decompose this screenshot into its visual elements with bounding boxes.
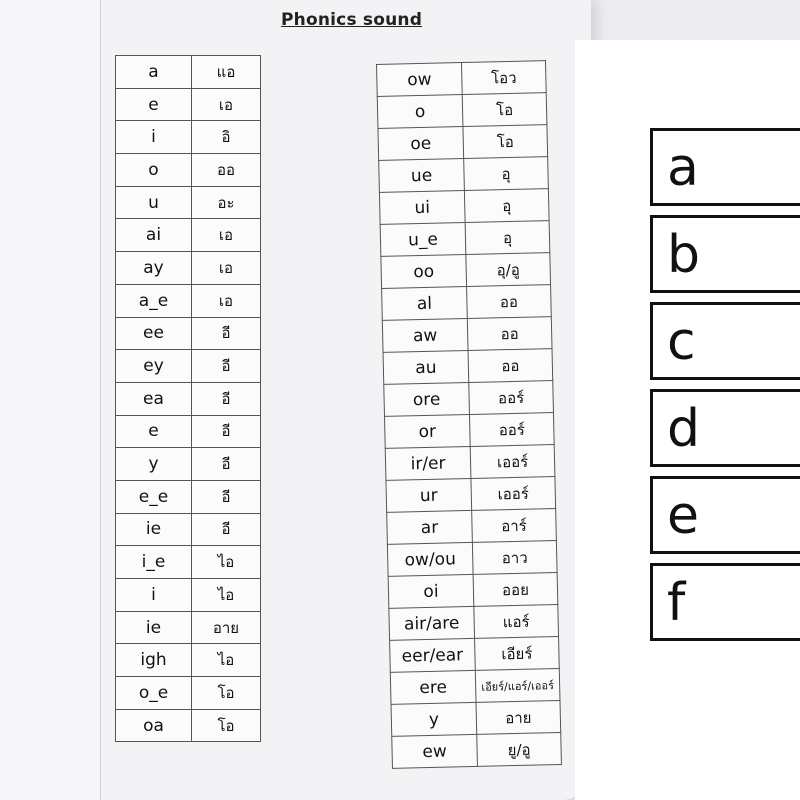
table-row	[116, 611, 261, 644]
english-spelling-cell: u	[116, 186, 192, 219]
table-row	[384, 413, 554, 449]
table-row	[116, 382, 261, 415]
english-spelling-cell: au	[383, 350, 469, 384]
thai-sound-cell: แอร์	[474, 605, 559, 639]
thai-sound-cell: อาว	[472, 541, 557, 575]
table-row	[379, 157, 549, 193]
table-row	[384, 381, 554, 417]
table-row	[116, 186, 261, 219]
thai-sound-cell: ออ	[468, 349, 553, 383]
thai-sound-cell: อาย	[192, 611, 261, 644]
table-row	[377, 61, 547, 97]
english-spelling-cell: oa	[116, 709, 192, 742]
table-row	[116, 546, 261, 579]
thai-sound-cell: อิ	[192, 121, 261, 154]
english-spelling-cell: al	[382, 287, 468, 321]
thai-sound-cell: โอ	[192, 677, 261, 710]
english-spelling-cell: oe	[378, 127, 464, 161]
english-spelling-cell: igh	[116, 644, 192, 677]
thai-sound-cell: เอ	[192, 219, 261, 252]
thai-sound-cell: เอ	[192, 88, 261, 121]
table-row	[116, 415, 261, 448]
english-spelling-cell: u_e	[380, 223, 466, 257]
thai-sound-cell: อะ	[192, 186, 261, 219]
english-spelling-cell: o	[377, 95, 463, 129]
english-spelling-cell: ar	[387, 510, 473, 544]
english-spelling-cell: oo	[381, 255, 467, 289]
english-spelling-cell: eer/ear	[390, 638, 476, 672]
thai-sound-cell: ไอ	[192, 644, 261, 677]
table-row	[390, 668, 560, 704]
english-spelling-cell: o_e	[116, 677, 192, 710]
table-row	[389, 605, 559, 641]
table-row	[380, 221, 550, 257]
thai-sound-cell: ออร์	[469, 381, 554, 415]
english-spelling-cell: ay	[116, 252, 192, 285]
english-spelling-cell: a_e	[116, 284, 192, 317]
thai-sound-cell: โอ	[463, 125, 548, 159]
table-row	[116, 579, 261, 612]
english-spelling-cell: aw	[382, 318, 468, 352]
thai-sound-cell: อี	[192, 480, 261, 513]
thai-sound-cell: อุ	[464, 189, 549, 223]
english-spelling-cell: oi	[388, 574, 474, 608]
thai-sound-cell: อี	[192, 317, 261, 350]
table-row	[116, 317, 261, 350]
table-row	[116, 219, 261, 252]
table-row	[116, 644, 261, 677]
english-spelling-cell: i_e	[116, 546, 192, 579]
thai-sound-cell: เอียร์/แอร์/เออร์	[475, 668, 560, 702]
english-spelling-cell: ie	[116, 513, 192, 546]
table-row	[381, 253, 551, 289]
thai-sound-cell: เอ	[192, 284, 261, 317]
english-spelling-cell: ey	[116, 350, 192, 383]
english-spelling-cell: ere	[390, 670, 476, 704]
english-spelling-cell: ie	[116, 611, 192, 644]
table-row	[116, 284, 261, 317]
thai-sound-cell: อี	[192, 448, 261, 481]
table-row	[377, 93, 547, 129]
english-spelling-cell: ow	[377, 63, 463, 97]
thai-sound-cell: อุ	[464, 157, 549, 191]
letter-card: a	[650, 128, 800, 206]
english-spelling-cell: i	[116, 579, 192, 612]
english-spelling-cell: y	[391, 702, 477, 736]
table-row	[392, 732, 562, 768]
thai-sound-cell: ไอ	[192, 579, 261, 612]
table-row	[388, 573, 558, 609]
english-spelling-cell: ore	[384, 382, 470, 416]
english-spelling-cell: e_e	[116, 480, 192, 513]
phonics-table-right	[376, 60, 562, 769]
english-spelling-cell: i	[116, 121, 192, 154]
thai-sound-cell: ออ	[192, 154, 261, 187]
letter-card: b	[650, 215, 800, 293]
thai-sound-cell: โอ	[462, 93, 547, 127]
english-spelling-cell: ow/ou	[387, 542, 473, 576]
thai-sound-cell: เอียร์	[475, 637, 560, 671]
table-row	[116, 154, 261, 187]
table-row	[116, 121, 261, 154]
english-spelling-cell: ur	[386, 478, 472, 512]
english-spelling-cell: o	[116, 154, 192, 187]
table-row	[382, 285, 552, 321]
thai-sound-cell: ออย	[473, 573, 558, 607]
letter-card: d	[650, 389, 800, 467]
table-row	[386, 477, 556, 513]
english-spelling-cell: ue	[379, 159, 465, 193]
page-title: Phonics sound	[281, 10, 423, 30]
table-row	[387, 509, 557, 545]
phonics-table-left	[115, 55, 261, 742]
letter-card: e	[650, 476, 800, 554]
thai-sound-cell: อาร์	[472, 509, 557, 543]
thai-sound-cell: อี	[192, 513, 261, 546]
thai-sound-cell: แอ	[192, 56, 261, 89]
thai-sound-cell: ออร์	[469, 413, 554, 447]
table-row	[391, 700, 561, 736]
thai-sound-cell: โอ	[192, 709, 261, 742]
table-row	[116, 56, 261, 89]
english-spelling-cell: e	[116, 88, 192, 121]
table-row	[116, 350, 261, 383]
table-row	[116, 252, 261, 285]
table-row	[385, 445, 555, 481]
table-row	[382, 317, 552, 353]
english-spelling-cell: y	[116, 448, 192, 481]
english-spelling-cell: ew	[392, 734, 478, 768]
table-row	[116, 448, 261, 481]
table-row	[379, 189, 549, 225]
table-row	[383, 349, 553, 385]
thai-sound-cell: อี	[192, 415, 261, 448]
table-row	[116, 709, 261, 742]
thai-sound-cell: โอว	[461, 61, 546, 95]
letter-card: f	[650, 563, 800, 641]
table-row	[116, 513, 261, 546]
thai-sound-cell: เออร์	[470, 445, 555, 479]
table-row	[116, 88, 261, 121]
english-spelling-cell: a	[116, 56, 192, 89]
thai-sound-cell: อาย	[476, 700, 561, 734]
table-row	[387, 541, 557, 577]
thai-sound-cell: ออ	[467, 285, 552, 319]
thai-sound-cell: อี	[192, 350, 261, 383]
table-row	[116, 677, 261, 710]
thai-sound-cell: ไอ	[192, 546, 261, 579]
thai-sound-cell: ยู/อู	[477, 732, 562, 766]
table-row	[390, 637, 560, 673]
english-spelling-cell: ir/er	[385, 446, 471, 480]
thai-sound-cell: เอ	[192, 252, 261, 285]
table-row	[378, 125, 548, 161]
english-spelling-cell: ai	[116, 219, 192, 252]
thai-sound-cell: อุ	[465, 221, 550, 255]
thai-sound-cell: ออ	[467, 317, 552, 351]
thai-sound-cell: เออร์	[471, 477, 556, 511]
table-row	[116, 480, 261, 513]
english-spelling-cell: or	[384, 414, 470, 448]
english-spelling-cell: ea	[116, 382, 192, 415]
english-spelling-cell: ui	[379, 191, 465, 225]
english-spelling-cell: air/are	[389, 606, 475, 640]
english-spelling-cell: ee	[116, 317, 192, 350]
thai-sound-cell: อี	[192, 382, 261, 415]
letter-card: c	[650, 302, 800, 380]
left-page-edge	[0, 0, 101, 800]
english-spelling-cell: e	[116, 415, 192, 448]
worksheet-page	[101, 0, 591, 800]
thai-sound-cell: อุ/อู	[466, 253, 551, 287]
